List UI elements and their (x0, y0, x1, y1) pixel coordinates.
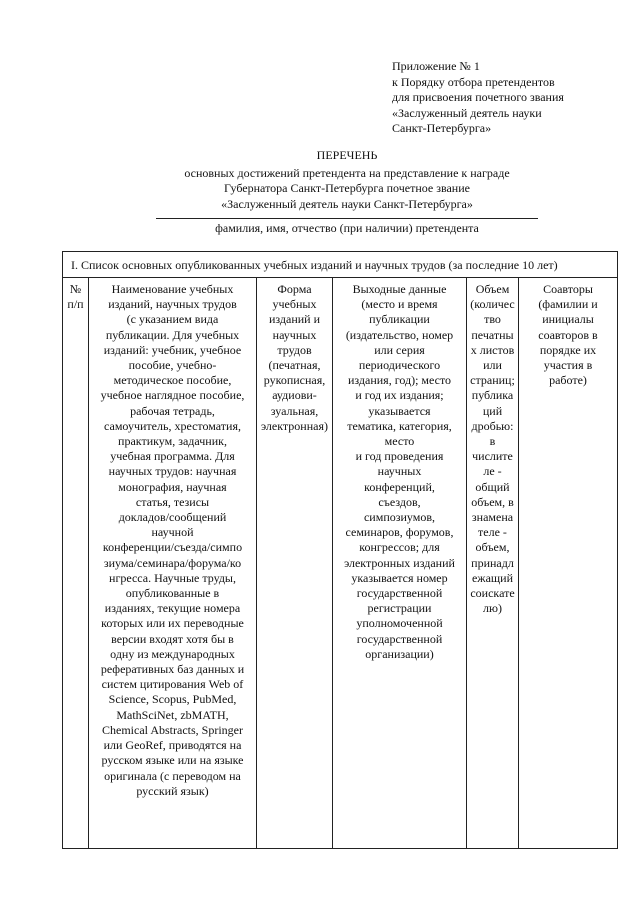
header-text: конференций, (364, 479, 435, 494)
header-text: методическое пособие, (113, 373, 232, 388)
header-text: трудов (277, 342, 312, 357)
header-text: монография, научная (118, 479, 227, 494)
column-output-data (333, 278, 467, 848)
header-text: конференции/съезда/симпо (102, 540, 243, 555)
name-underline (156, 218, 538, 219)
header-text: изданиях, текущие номера (104, 601, 241, 616)
header-text: принадл (471, 555, 514, 570)
header-text: научной (151, 525, 194, 540)
header-text: русский язык) (136, 783, 209, 798)
header-text: симпозиумов, (363, 510, 436, 525)
header-text: и год их издания; (355, 388, 444, 403)
header-text: указывается номер (351, 570, 448, 585)
header-text: место (384, 434, 415, 449)
header-text: объем, в (471, 494, 514, 509)
header-text: или (483, 358, 502, 373)
header-text: ций (482, 403, 503, 418)
header-text: тематика, категория, (347, 418, 452, 433)
header-text: государственной (356, 586, 443, 601)
header-text: страниц; (470, 373, 515, 388)
header-text: числите (472, 449, 513, 464)
header-text: знамена (471, 510, 514, 525)
header-text: порядке их (539, 342, 597, 357)
header-text: электронных изданий (344, 555, 455, 570)
header-text: одну из международных (110, 646, 235, 661)
header-text: версии входят хотя бы в (111, 631, 234, 646)
header-text: публикации. Для учебных (105, 327, 240, 342)
header-text: лю) (483, 601, 502, 616)
header-text: съездов, (378, 494, 421, 509)
header-text: в (489, 434, 496, 449)
header-text: соавторов в (538, 327, 598, 342)
header-text: публика (471, 388, 514, 403)
header-text: практикум, задачник, (118, 434, 227, 449)
title-line: основных достижений претендента на представление к награде (184, 165, 510, 180)
header-text: изданий и (268, 312, 321, 327)
header-text: аудиови- (272, 388, 317, 403)
header-text: изданий, научных трудов (108, 297, 237, 312)
header-text: № (69, 282, 82, 296)
header-text: ле - (483, 464, 502, 479)
header-text: самоучитель, хрестоматия, (104, 418, 241, 433)
header-text: Форма (277, 282, 312, 296)
header-text: уполномоченной (356, 616, 443, 631)
document-title (140, 148, 554, 212)
achievements-table (62, 251, 620, 849)
header-text: организации) (365, 646, 434, 661)
header-text: и год проведения (355, 449, 444, 464)
header-text: изданий: учебник, учебное (103, 342, 242, 357)
header-text: реферативных баз данных и (100, 662, 245, 677)
header-text: статья, тезисы (135, 494, 210, 509)
header-text: государственной (356, 631, 443, 646)
header-text: научных (377, 464, 422, 479)
header-text: Наименование учебных (111, 282, 234, 296)
header-text: п/п (67, 297, 84, 312)
name-caption: фамилия, имя, отчество (при наличии) претендента (215, 221, 479, 235)
header-text: опубликованные в (125, 586, 220, 601)
header-text: периодического (358, 358, 441, 373)
header-text: учебное наглядное пособие, (100, 388, 245, 403)
column-coauthors (519, 278, 617, 848)
header-text: русском языке или на языке (101, 753, 244, 768)
header-text: научных трудов: научная (108, 464, 237, 479)
header-text: докладов/сообщений (118, 510, 227, 525)
header-text: или GeoRef, приводятся на (103, 738, 242, 753)
appendix-line: Приложение № 1 (392, 59, 480, 73)
header-text: участия в (543, 358, 593, 373)
header-text: научных (272, 327, 317, 342)
header-text: нгресса. Научные труды, (109, 570, 236, 585)
header-text: Chemical Abstracts, Springer (102, 722, 243, 737)
header-text: печатны (471, 327, 514, 342)
header-text: ежащий (471, 570, 514, 585)
appendix-line: к Порядку отбора претендентов (392, 74, 555, 89)
header-text: электронная) (261, 418, 328, 433)
header-text: общий (475, 479, 510, 494)
header-text: указывается (368, 403, 431, 418)
column-volume (467, 278, 519, 848)
header-text: рабочая тетрадь, (130, 403, 215, 418)
header-text: систем цитирования Web of (101, 677, 244, 692)
header-text: Science, Scopus, PubMed, (108, 692, 237, 707)
column-form (257, 278, 333, 848)
header-text: зиума/семинара/форума/ко (103, 555, 242, 570)
column-name (89, 278, 257, 848)
header-text: пособие, учебно- (128, 358, 217, 373)
table-header-row (62, 278, 618, 849)
title-heading: ПЕРЕЧЕНЬ (316, 148, 378, 162)
appendix-line: Санкт-Петербурга» (392, 121, 492, 136)
header-text: Соавторы (543, 282, 593, 296)
header-text: рукописная, (263, 373, 326, 388)
appendix-line: для присвоения почетного звания (392, 90, 564, 105)
appendix-line: «Заслуженный деятель науки (392, 105, 542, 120)
header-text: тво (484, 312, 501, 327)
header-text: или серия (374, 342, 425, 357)
header-text: оригинала (с переводом на (104, 768, 241, 783)
appendix-note (392, 59, 632, 137)
header-text: зуальная, (270, 403, 319, 418)
title-line: «Заслуженный деятель науки Санкт-Петербурга» (221, 196, 473, 211)
header-text: Объем (475, 282, 510, 296)
header-text: семинаров, форумов, (345, 525, 454, 540)
header-text: соискате (470, 586, 515, 601)
title-line: Губернатора Санкт-Петербурга почетное звание (224, 181, 470, 196)
header-text: MathSciNet, zbMATH, (116, 707, 229, 722)
header-text: учебных (272, 297, 317, 312)
header-text: (фамилии и (538, 297, 598, 312)
header-text: (место и время (361, 297, 438, 312)
header-text: (количес (470, 297, 515, 312)
header-text: Выходные данные (352, 282, 447, 296)
column-number (63, 278, 89, 848)
header-text: (издательство, номер (345, 327, 454, 342)
header-text: издания, год); место (347, 373, 452, 388)
header-text: регистрации (367, 601, 432, 616)
header-text: объем, (475, 540, 510, 555)
header-text: инициалы (542, 312, 594, 327)
header-text: которых или их переводные (101, 616, 244, 631)
header-text: конгрессов; для (359, 540, 440, 555)
header-text: (печатная, (268, 358, 321, 373)
header-text: учебная программа. Для (110, 449, 235, 464)
header-text: дробью: (471, 418, 514, 433)
section-title: I. Список основных опубликованных учебных изданий и научных трудов (за последние 10 лет) (62, 251, 618, 278)
header-text: публикации (369, 312, 430, 327)
header-text: х листов (470, 342, 515, 357)
header-text: теле - (478, 525, 507, 540)
header-text: (с указанием вида (126, 312, 219, 327)
header-text: работе) (549, 373, 587, 388)
